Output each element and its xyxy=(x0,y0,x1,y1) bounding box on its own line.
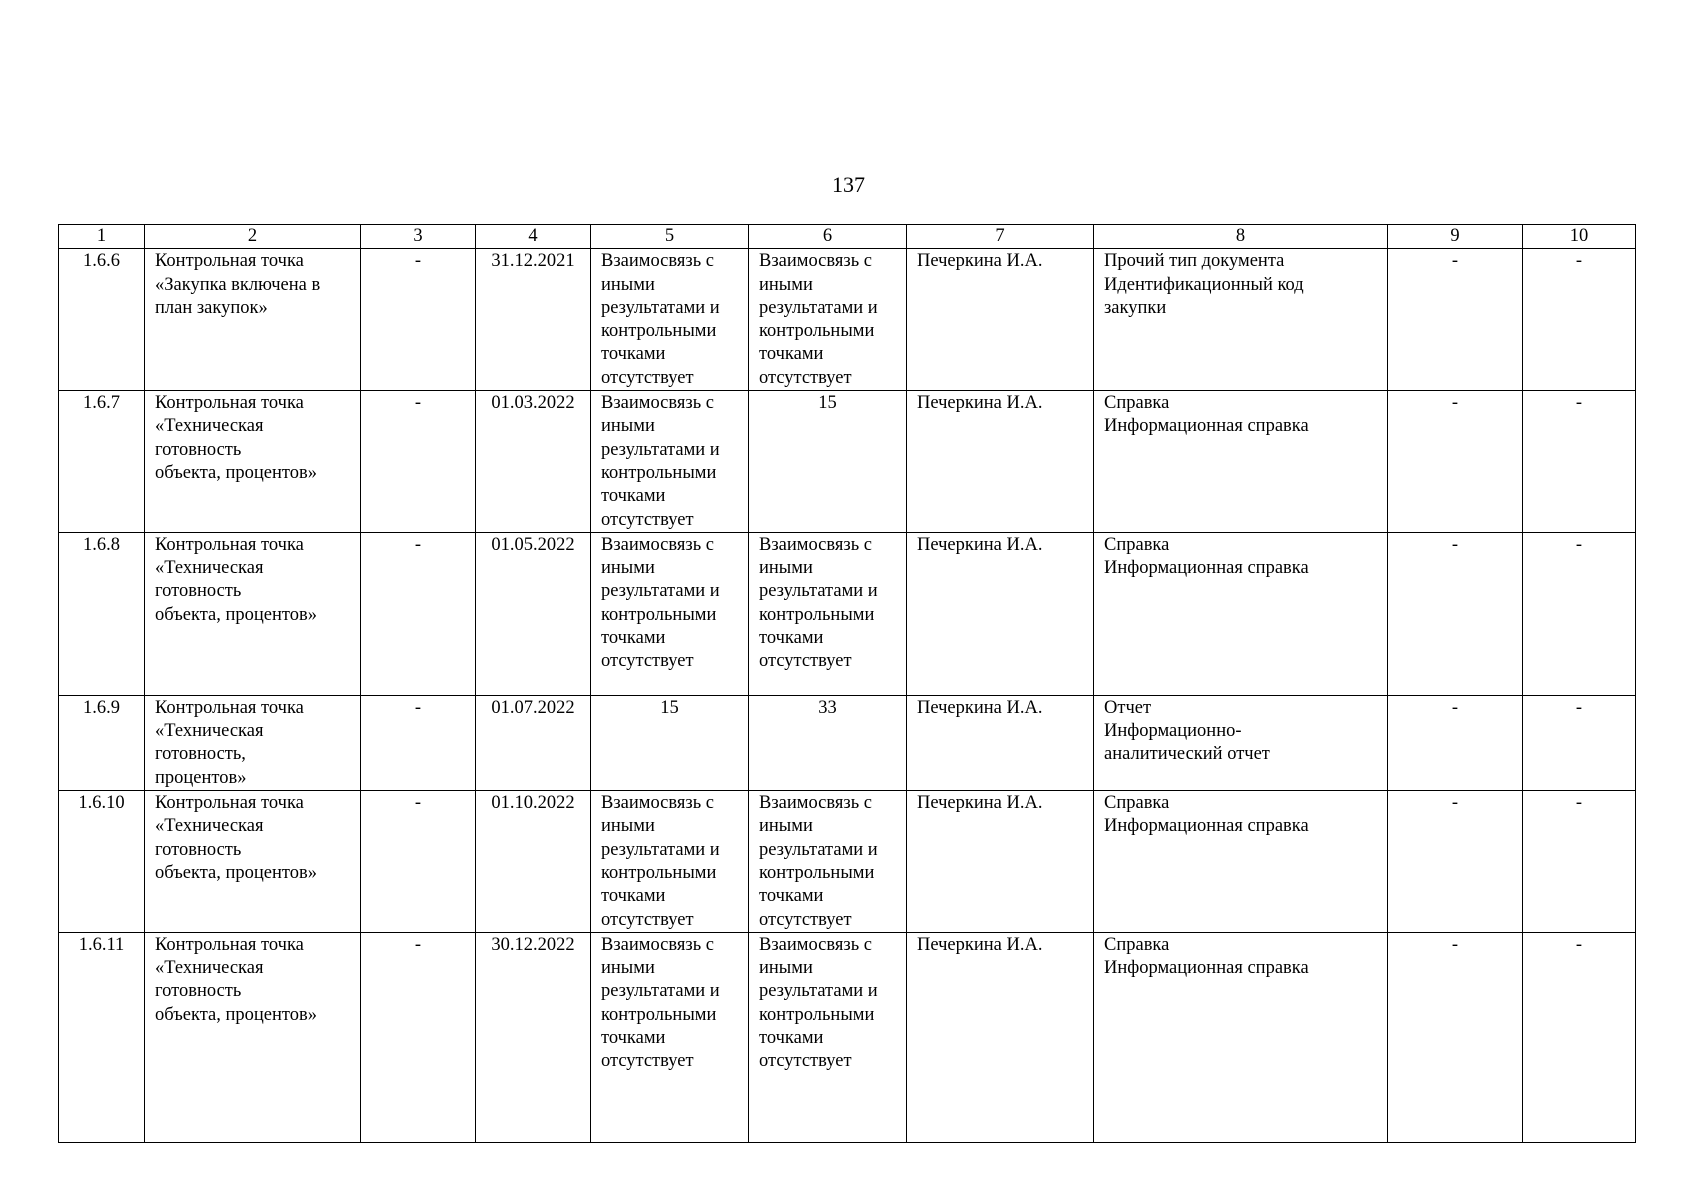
row-responsible: Печеркина И.А. xyxy=(907,695,1094,790)
cell-col10: - xyxy=(1523,532,1636,695)
row-responsible: Печеркина И.А. xyxy=(907,932,1094,1142)
column-header: 5 xyxy=(591,225,749,249)
cell-col5: Взаимосвязь с иными результатами и контрольными точками отсутствует xyxy=(591,932,749,1142)
cell-col10: - xyxy=(1523,695,1636,790)
cell-col3: - xyxy=(361,791,476,933)
cell-col9: - xyxy=(1388,695,1523,790)
row-name: Контрольная точка «Техническая готовность объекта, процентов» xyxy=(145,932,361,1142)
row-name: Контрольная точка «Техническая готовность, процентов» xyxy=(145,695,361,790)
cell-col6: 15 xyxy=(749,391,907,533)
table-row xyxy=(59,391,1636,533)
cell-col9: - xyxy=(1388,532,1523,695)
cell-col3: - xyxy=(361,932,476,1142)
cell-col3: - xyxy=(361,249,476,391)
cell-col6: 33 xyxy=(749,695,907,790)
row-name: Контрольная точка «Техническая готовность объекта, процентов» xyxy=(145,391,361,533)
cell-col5: 15 xyxy=(591,695,749,790)
column-header: 7 xyxy=(907,225,1094,249)
row-number: 1.6.9 xyxy=(59,695,145,790)
row-date: 01.05.2022 xyxy=(476,532,591,695)
column-header: 8 xyxy=(1094,225,1388,249)
row-date: 01.10.2022 xyxy=(476,791,591,933)
column-header: 4 xyxy=(476,225,591,249)
row-number: 1.6.11 xyxy=(59,932,145,1142)
page-number: 137 xyxy=(832,172,865,197)
row-date: 01.03.2022 xyxy=(476,391,591,533)
row-document: Прочий тип документа Идентификационный код закупки xyxy=(1094,249,1388,391)
cell-col10: - xyxy=(1523,932,1636,1142)
cell-col3: - xyxy=(361,391,476,533)
row-number: 1.6.6 xyxy=(59,249,145,391)
cell-col5: Взаимосвязь с иными результатами и контрольными точками отсутствует xyxy=(591,532,749,695)
cell-col3: - xyxy=(361,695,476,790)
row-number: 1.6.7 xyxy=(59,391,145,533)
cell-col6: Взаимосвязь с иными результатами и контрольными точками отсутствует xyxy=(749,249,907,391)
column-header: 6 xyxy=(749,225,907,249)
column-header: 2 xyxy=(145,225,361,249)
row-responsible: Печеркина И.А. xyxy=(907,791,1094,933)
row-responsible: Печеркина И.А. xyxy=(907,391,1094,533)
table-row xyxy=(59,791,1636,933)
row-date: 30.12.2022 xyxy=(476,932,591,1142)
row-document: Отчет Информационно- аналитический отчет xyxy=(1094,695,1388,790)
cell-col6: Взаимосвязь с иными результатами и контрольными точками отсутствует xyxy=(749,532,907,695)
table-row xyxy=(59,695,1636,790)
row-name: Контрольная точка «Закупка включена в план закупок» xyxy=(145,249,361,391)
cell-col9: - xyxy=(1388,932,1523,1142)
cell-col6: Взаимосвязь с иными результатами и контрольными точками отсутствует xyxy=(749,932,907,1142)
column-header: 3 xyxy=(361,225,476,249)
row-document: Справка Информационная справка xyxy=(1094,932,1388,1142)
column-header: 10 xyxy=(1523,225,1636,249)
row-document: Справка Информационная справка xyxy=(1094,791,1388,933)
cell-col5: Взаимосвязь с иными результатами и контрольными точками отсутствует xyxy=(591,791,749,933)
row-document: Справка Информационная справка xyxy=(1094,532,1388,695)
cell-col6: Взаимосвязь с иными результатами и контрольными точками отсутствует xyxy=(749,791,907,933)
cell-col9: - xyxy=(1388,249,1523,391)
cell-col10: - xyxy=(1523,391,1636,533)
row-name: Контрольная точка «Техническая готовность объекта, процентов» xyxy=(145,532,361,695)
cell-col10: - xyxy=(1523,249,1636,391)
cell-col10: - xyxy=(1523,791,1636,933)
row-name: Контрольная точка «Техническая готовность объекта, процентов» xyxy=(145,791,361,933)
table-row xyxy=(59,532,1636,695)
row-number: 1.6.10 xyxy=(59,791,145,933)
column-number-row xyxy=(59,225,1636,249)
row-document: Справка Информационная справка xyxy=(1094,391,1388,533)
table-row xyxy=(59,249,1636,391)
row-responsible: Печеркина И.А. xyxy=(907,532,1094,695)
row-number: 1.6.8 xyxy=(59,532,145,695)
cell-col5: Взаимосвязь с иными результатами и контрольными точками отсутствует xyxy=(591,249,749,391)
cell-col9: - xyxy=(1388,791,1523,933)
row-date: 31.12.2021 xyxy=(476,249,591,391)
row-date: 01.07.2022 xyxy=(476,695,591,790)
column-header: 9 xyxy=(1388,225,1523,249)
table-row xyxy=(59,932,1636,1142)
control-points-table xyxy=(58,224,1636,1143)
cell-col3: - xyxy=(361,532,476,695)
cell-col5: Взаимосвязь с иными результатами и контрольными точками отсутствует xyxy=(591,391,749,533)
cell-col9: - xyxy=(1388,391,1523,533)
row-responsible: Печеркина И.А. xyxy=(907,249,1094,391)
column-header: 1 xyxy=(59,225,145,249)
